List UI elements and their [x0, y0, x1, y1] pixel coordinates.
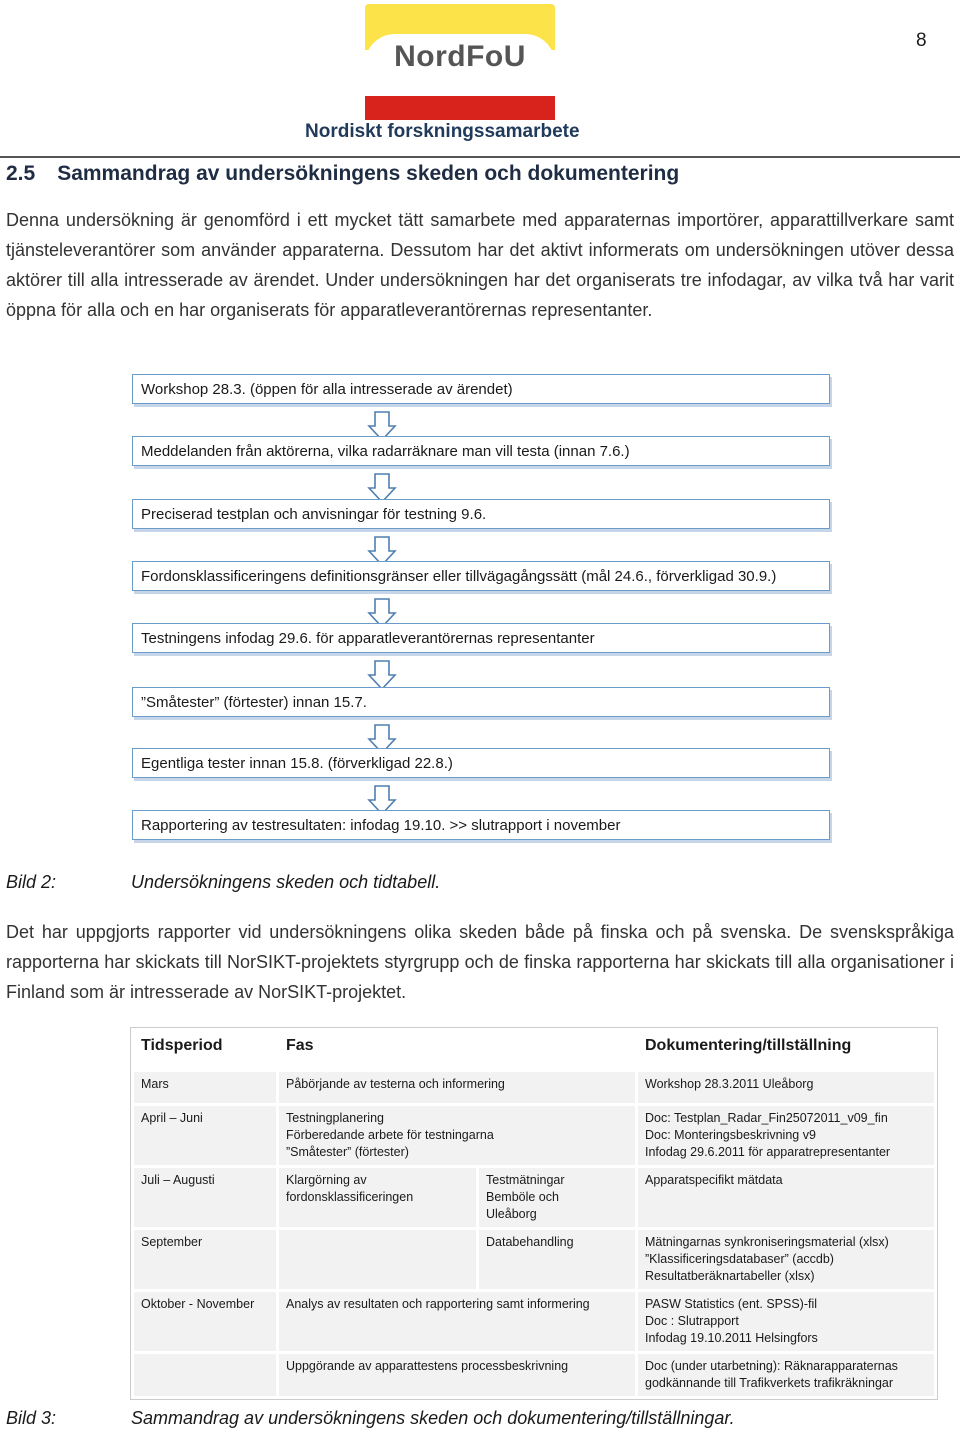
period-cell — [133, 1071, 278, 1105]
cell-text: fordonsklassificeringen — [286, 1190, 414, 1204]
period-cell — [133, 1229, 278, 1291]
section-number: 2.5 — [6, 162, 36, 185]
flow-step: Testningens infodag 29.6. för apparatleverantörernas representanter — [132, 623, 830, 653]
cell-text: Påbörjande av testerna och informering — [286, 1077, 505, 1091]
cell-text: ”Småtester” (förtester) — [286, 1145, 409, 1159]
cell-text: Förberedande arbete för testningarna — [286, 1128, 494, 1142]
cell-text: Doc : Slutrapport — [645, 1314, 739, 1328]
period-cell — [133, 1353, 278, 1398]
cell-text: Testmätningar — [486, 1173, 565, 1187]
cell-text: Workshop 28.3.2011 Uleåborg — [645, 1077, 814, 1091]
phase-cell — [278, 1353, 637, 1398]
documentation-cell — [637, 1353, 936, 1398]
caption-label: Bild 3: — [6, 1408, 57, 1428]
cell-text: Apparatspecifikt mätdata — [645, 1173, 783, 1187]
documentation-cell — [637, 1229, 936, 1291]
phase-cell — [278, 1071, 637, 1105]
phase-cell — [278, 1105, 637, 1167]
cell-text: Doc: Testplan_Radar_Fin25072011_v09_fin — [645, 1111, 888, 1125]
period-cell — [133, 1167, 278, 1229]
documentation-cell — [637, 1291, 936, 1353]
cell-text: Databehandling — [486, 1235, 574, 1249]
cell-text: Bemböle och — [486, 1190, 559, 1204]
documentation-cell — [637, 1071, 936, 1105]
reports-paragraph: Det har uppgjorts rapporter vid undersökningens olika skeden både på finska och på svenska. De svenskspråkiga rapporterna har skickats till NorSIKT-projektets styrgrupp och de finska rapporterna har skickats till alla organisationer i Finland som är intresserade av NorSIKT-projektet. — [6, 922, 954, 1002]
cell-text: Oktober - November — [141, 1297, 255, 1311]
flow-step: Meddelanden från aktörerna, vilka radarräknare man vill testa (innan 7.6.) — [132, 436, 830, 466]
cell-text: Juli – Augusti — [141, 1173, 215, 1187]
table-row — [133, 1071, 936, 1105]
intro-paragraph: Denna undersökning är genomförd i ett mycket tätt samarbete med apparaternas importörer, apparattillverkare samt tjänsteleverantörer som använder apparaterna. Dessutom har det aktivt informerats om undersökningen utöver dessa aktörer till alla intresserade av ärendet. Under undersökningen har det organiserats tre infodagar, av vilka två har varit öppna för alla och en har organiserats för apparatleverantörernas representanter. — [6, 210, 954, 320]
flow-step: Fordonsklassificeringens definitionsgränser eller tillvägagångssätt (mål 24.6., förverkligad 30.9.) — [132, 561, 830, 591]
cell-text: Doc (under utarbetning): Räknarapparaternas — [645, 1359, 898, 1373]
caption-label: Bild 2: — [6, 872, 57, 892]
column-header: Fas — [278, 1030, 637, 1071]
phase-subcell — [478, 1167, 637, 1229]
page-number: 8 — [916, 30, 927, 51]
period-cell — [133, 1105, 278, 1167]
table-row — [133, 1167, 936, 1229]
summary-table — [131, 1028, 937, 1399]
figure-caption-3 — [6, 1408, 735, 1429]
cell-text: godkännande till Trafikverkets trafikräkningar — [645, 1376, 894, 1390]
cell-text: Klargörning av — [286, 1173, 367, 1187]
cell-text: Analys av resultaten och rapportering samt informering — [286, 1297, 590, 1311]
phase-cell — [278, 1167, 478, 1229]
flow-step: Workshop 28.3. (öppen för alla intresserade av ärendet) — [132, 374, 830, 404]
caption-text: Undersökningens skeden och tidtabell. — [131, 872, 441, 892]
cell-text: ”Klassificeringsdatabaser” (accdb) — [645, 1252, 834, 1266]
flow-step: ”Småtester” (förtester) innan 15.7. — [132, 687, 830, 717]
flow-step: Egentliga tester innan 15.8. (förverkligad 22.8.) — [132, 748, 830, 778]
section-heading — [6, 162, 679, 186]
cell-text: April – Juni — [141, 1111, 203, 1125]
cell-text: Doc: Monteringsbeskrivning v9 — [645, 1128, 816, 1142]
table-row — [133, 1353, 936, 1398]
table-row — [133, 1291, 936, 1353]
cell-text: PASW Statistics (ent. SPSS)-fil — [645, 1297, 818, 1311]
cell-text: September — [141, 1235, 203, 1249]
figure-caption-2 — [6, 872, 440, 893]
documentation-cell — [637, 1105, 936, 1167]
cell-text: Testningplanering — [286, 1111, 384, 1125]
logo-text: NordFoU — [394, 40, 526, 73]
section-title: Sammandrag av undersökningens skeden och dokumentering — [57, 162, 680, 185]
cell-text: Resultatberäknartabeller (xlsx) — [645, 1269, 815, 1283]
cell-text: Infodag 19.10.2011 Helsingfors — [645, 1331, 818, 1345]
flow-step: Rapportering av testresultaten: infodag 19.10. >> slutrapport i november — [132, 810, 830, 840]
table-row — [133, 1229, 936, 1291]
cell-text: Infodag 29.6.2011 för apparatrepresentanter — [645, 1145, 891, 1159]
caption-text: Sammandrag av undersökningens skeden och dokumentering/tillställningar. — [131, 1408, 735, 1428]
table-row — [133, 1105, 936, 1167]
cell-text: Uppgörande av apparattestens processbeskrivning — [286, 1359, 569, 1373]
cell-text: Mätningarnas synkroniseringsmaterial (xlsx) — [645, 1235, 889, 1249]
header-divider — [0, 156, 960, 158]
column-header: Dokumentering/tillställning — [637, 1030, 936, 1071]
phase-subcell — [478, 1229, 637, 1291]
header-subtitle: Nordiskt forskningssamarbete — [305, 121, 580, 142]
flow-step: Preciserad testplan och anvisningar för testning 9.6. — [132, 499, 830, 529]
column-header: Tidsperiod — [133, 1030, 278, 1071]
cell-text: Mars — [141, 1077, 169, 1091]
period-cell — [133, 1291, 278, 1353]
phase-cell — [278, 1229, 478, 1291]
nordfou-logo — [365, 4, 555, 120]
documentation-cell — [637, 1167, 936, 1229]
cell-text: Uleåborg — [486, 1207, 537, 1221]
phase-cell — [278, 1291, 637, 1353]
